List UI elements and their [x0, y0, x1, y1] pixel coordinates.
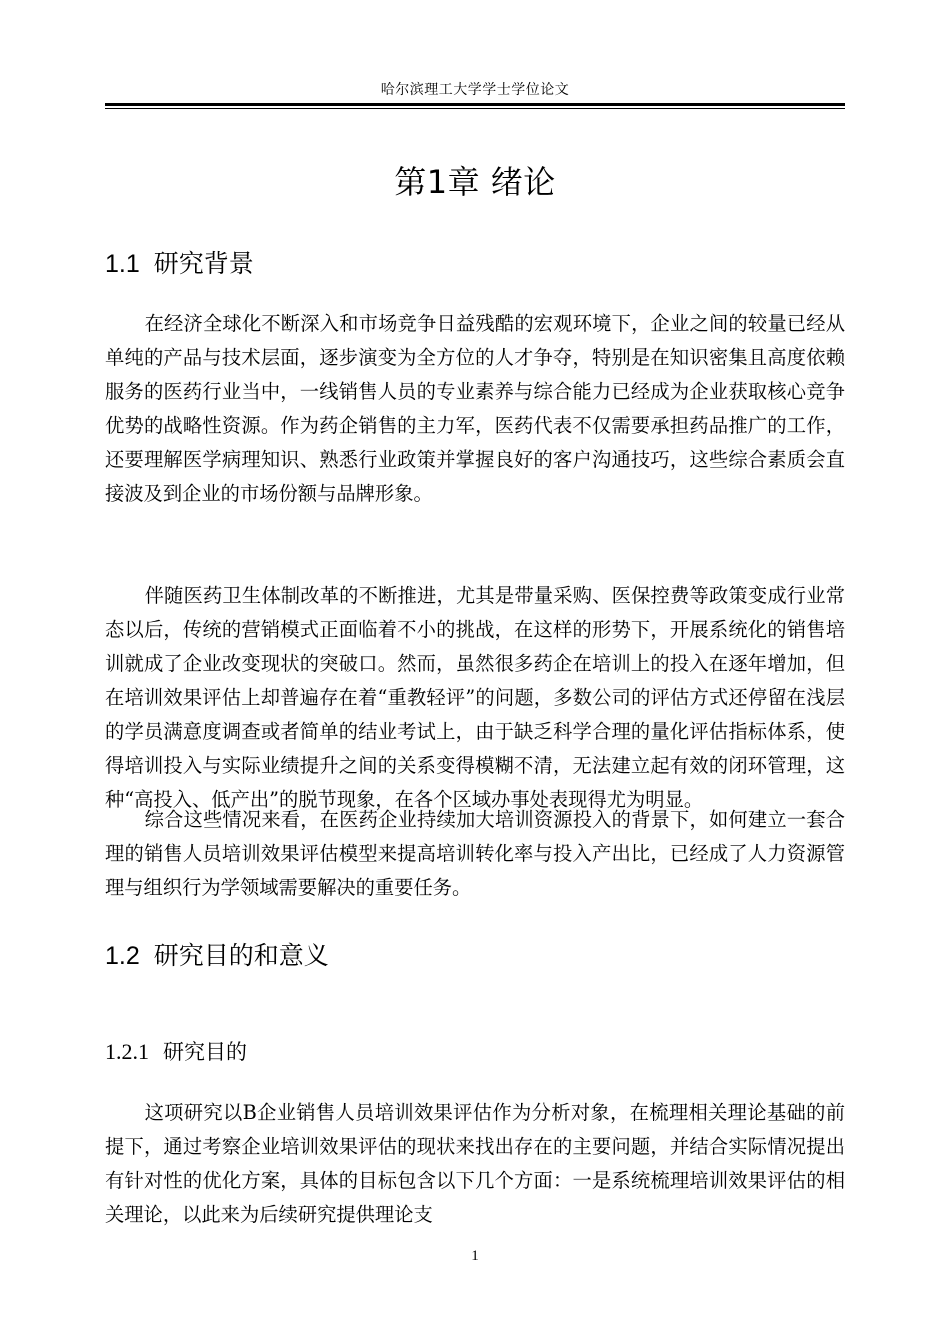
section-title: 研究目的和意义	[153, 941, 329, 970]
paragraph-background-3: 综合这些情况来看，在医药企业持续加大培训资源投入的背景下，如何建立一套合理的销售人员培训效果评估模型来提高培训转化率与投入产出比，已经成了人力资源管理与组织行为学领域需要解决的重要任务。	[105, 808, 845, 899]
section-title: 研究背景	[153, 249, 254, 278]
paragraph-background-1: 在经济全球化不断深入和市场竞争日益残酷的宏观环境下，企业之间的较量已经从单纯的产品与技术层面，逐步演变为全方位的人才争夺，特别是在知识密集且高度依赖服务的医药行业当中，一线销售人员的专业素养与综合能力已经成为企业获取核心竞争优势的战略性资源。作为药企销售的主力军，医药代表不仅需要承担药品推广的工作，还要理解医学病理知识、熟悉行业政策并掌握良好的客户沟通技巧，这些综合素质会直接波及到企业的市场份额与品牌形象。	[105, 312, 845, 505]
subsection-number: 1.2.1	[105, 1039, 149, 1064]
subsection-heading-1-2-1	[105, 1036, 845, 1068]
section-heading-1-2	[105, 938, 845, 974]
running-header: 哈尔滨理工大学学士学位论文	[380, 82, 570, 98]
chapter-title: 第1章 绪论	[394, 163, 556, 201]
subsection-title: 研究目的	[163, 1040, 247, 1064]
paragraph-background-2: 伴随医药卫生体制改革的不断推进，尤其是带量采购、医保控费等政策变成行业常态以后，传统的营销模式正面临着不小的挑战，在这样的形势下，开展系统化的销售培训就成了企业改变现状的突破口。然而，虽然很多药企在培训上的投入在逐年增加，但在培训效果评估上却普遍存在着“重教轻评”的问题，多数公司的评估方式还停留在浅层的学员满意度调查或者简单的结业考试上，由于缺乏科学合理的量化评估指标体系，使得培训投入与实际业绩提升之间的关系变得模糊不清，无法建立起有效的闭环管理，这种“高投入、低产出”的脱节现象，在各个区域办事处表现得尤为明显。	[105, 584, 845, 811]
section-heading-1-1	[105, 246, 845, 282]
page-number: 1	[471, 1248, 479, 1264]
section-number: 1.1	[105, 250, 140, 278]
section-number: 1.2	[105, 942, 140, 970]
paragraph-purpose-1: 这项研究以B企业销售人员培训效果评估作为分析对象，在梳理相关理论基础的前提下，通过考察企业培训效果评估的现状来找出存在的主要问题，并结合实际情况提出有针对性的优化方案，具体的目标包含以下几个方面：一是系统梳理培训效果评估的相关理论，以此来为后续研究提供理论支	[105, 1101, 845, 1226]
header-rule-thick	[105, 103, 845, 106]
header-rule-thin	[105, 108, 845, 109]
